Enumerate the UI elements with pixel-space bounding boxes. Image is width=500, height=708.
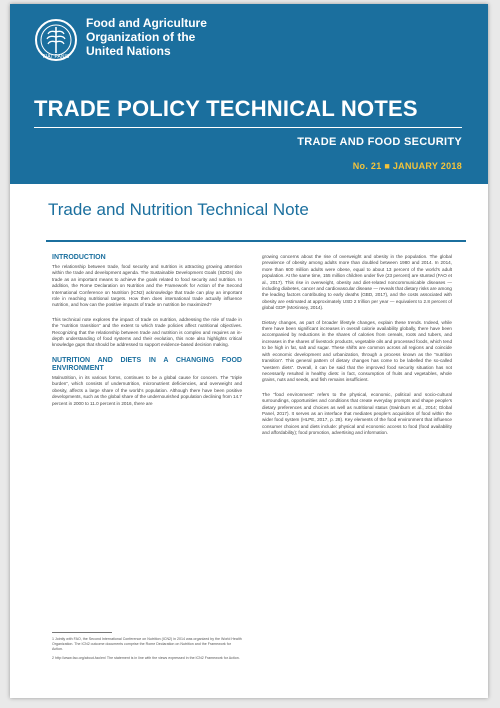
org-line-3: United Nations <box>86 44 171 58</box>
footnotes <box>52 637 242 665</box>
right-paragraph-2: Dietary changes, as part of broader lifestyle changes, explain these trends. Indeed, while there have been significant increases in overall calorie availability globally, there have been accompanied by reductions in the shares of calories from cereals, roots and tubers, and increases in the shares of livestock products, vegetable oils and processed foods, which tend to be high in fat, salt and sugar. These shifts are common across all regions and coincide with economic development and urbanization, through a process known as the “nutrition transition”. This general pattern of dietary changes has come to be labelled the so-called “western diets”. Overall, it can be said that the improved food security situation has not necessarily resulted in healthy diets: in fact, consumption of fruits and vegetables, whole grains, nuts and seeds, and fish remains insufficient. <box>262 319 452 383</box>
org-line-2: Organization of the <box>86 30 196 44</box>
left-column <box>52 254 242 415</box>
intro-paragraph-2: This technical note explores the impact of trade on nutrition, addressing the role of trade in the “nutrition transition” and the extent to which trade policies affect nutritional objectives. Recognizing that the relationship between trade and nutrition is complex and requires an in-depth understanding of food systems and their evolution, this note also highlights critical knowledge gaps that should be addressed to support evidence-based decision making. <box>52 316 242 348</box>
right-paragraph-3: The “food environment” refers to the physical, economic, political and socio-cultural surroundings, opportunities and conditions that create everyday prompts and shape people’s dietary preferences and choices as well as nutritional status (Swinburn et al., 2014; Global Panel, 2017). It serves as an interface that mediates people’s acquisition of food within the wider food system (HLPE, 2017, p. 28). Key elements of the food environment that influence consumer choices and diets include: physical and economic access to food (food availability and affordability); food promotion, advertising and information. <box>262 391 452 436</box>
document-page <box>10 4 488 698</box>
svg-text:FIAT PANIS: FIAT PANIS <box>42 54 70 60</box>
footnote-1: 1 Jointly with FAO, the Second International Conference on Nutrition (ICN2) in 2014 was organized by the World Health Organization. The ICN2 outcome documents comprise the Rome Declaration on Nutrition and the Framework for Action. <box>52 637 242 651</box>
footnote-2: 2 http://www.fao.org/about-fao/en/ The statement is in line with the views expressed in the ICN2 Framework for Action. <box>52 656 240 660</box>
issue-number: No. 21 ■ JANUARY 2018 <box>352 161 462 171</box>
header-banner <box>10 4 488 184</box>
org-line-1: Food and Agriculture <box>86 16 207 30</box>
right-column <box>262 254 452 445</box>
organization-name <box>86 16 326 58</box>
title-underline <box>46 240 466 242</box>
fao-emblem-icon <box>34 18 78 62</box>
intro-heading: INTRODUCTION <box>52 254 106 261</box>
right-paragraph-1: growing concerns about the rise of overweight and obesity in the population. The global prevalence of obesity among adults more than doubled between 1980 and 2014. In 2014, more than 600 million adults were obese, equal to about 13 percent of the world’s adult population. At the same time, 155 million children under five (23 percent) are stunted (FAO et al., 2017). This rise in overweight, obesity and diet-related noncommunicable diseases — including diabetes, cancer and cardiovascular disease — reveals that dietary risks are among the leading factors contributing to early deaths (GBD, 2017), and the costs associated with obesity are estimated at approximately USD 2 trillion per year — equivalent to 2.8 percent of global GDP (McKinsey, 2014). <box>262 254 452 311</box>
subseries-title: TRADE AND FOOD SECURITY <box>297 136 462 148</box>
intro-paragraph-1: The relationship between trade, food security and nutrition is attracting growing attention within the trade and development agenda. The Sustainable Development Goals (SDGs) cite trade as an important means to achieve the goals related to food security and nutrition. In addition, the Rome Declaration on Nutrition and the Framework for Action of the Second International Conference on Nutrition (ICN2) acknowledge that trade can play an important role in reaching nutritional targets. How then does international trade actually influence nutrition, and how can the positive impacts of trade on nutrition be maximized? <box>52 264 242 308</box>
series-title: TRADE POLICY TECHNICAL NOTES <box>34 96 418 121</box>
document-title: Trade and Nutrition Technical Note <box>48 200 309 219</box>
section-paragraph-1: Malnutrition, in its various forms, continues to be a global cause for concern. The “triple burden”, which consists of undernutrition, micronutrient deficiencies, and overweight and obesity, affects a large share of the world’s population. Although there have been positive developments, such as the global share of the undernourished population declining from 14.7 percent in 2000 to 11.0 percent in 2016, there are <box>52 374 242 406</box>
banner-divider <box>34 127 462 128</box>
footnote-divider <box>52 632 112 633</box>
section-heading: NUTRITION AND DIETS IN A CHANGING FOOD ENVIRONMENT <box>52 356 242 372</box>
